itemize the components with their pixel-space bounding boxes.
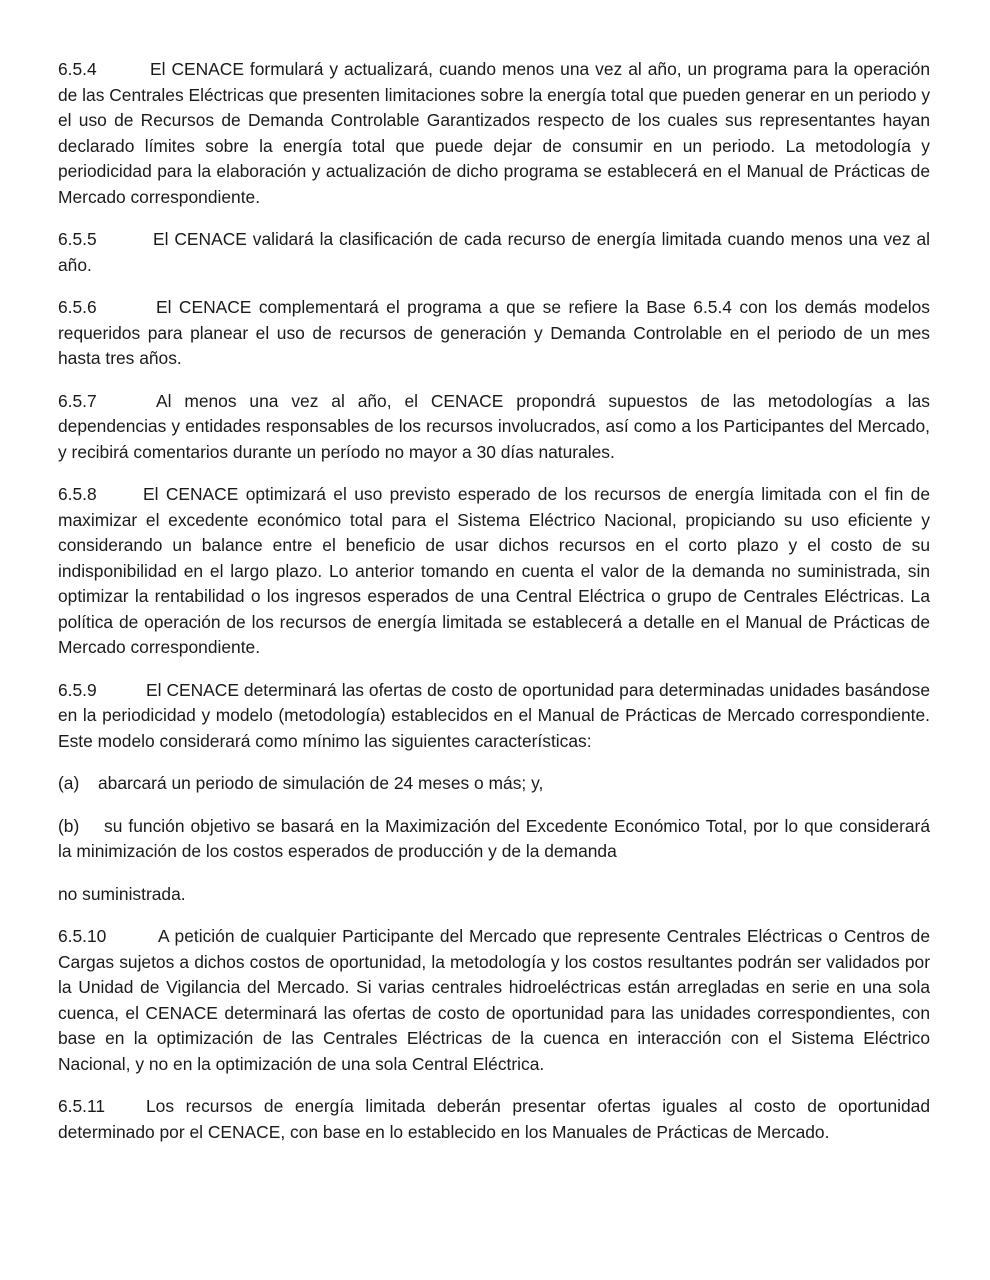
clause-text: El CENACE complementará el programa a que se refiere la Base 6.5.4 con los demás modelos requeridos para planear el uso de recursos de generación y Demanda Controlable en el periodo de un mes hasta tres años. [58,297,930,368]
clause-6-5-4 [58,57,930,210]
list-marker: (a) [58,773,80,793]
list-item-b [58,814,930,865]
clause-text: El CENACE validará la clasificación de cada recurso de energía limitada cuando menos una vez al año. [58,229,930,275]
list-item-b-continuation [58,882,930,908]
clause-number: 6.5.6 [58,297,97,317]
clause-6-5-5 [58,227,930,278]
clause-6-5-8 [58,482,930,661]
clause-text: El CENACE formulará y actualizará, cuando menos una vez al año, un programa para la operación de las Centrales Eléctricas que presenten limitaciones sobre la energía total que pueden generar en un periodo y el uso de Recursos de Demanda Controlable Garantizados respecto de los cuales sus representantes hayan declarado límites sobre la energía total que puede dejar de consumir en un periodo. La metodología y periodicidad para la elaboración y actualización de dicho programa se establecerá en el Manual de Prácticas de Mercado correspondiente. [58,59,931,207]
clause-number: 6.5.8 [58,484,97,504]
clause-text: Los recursos de energía limitada deberán presentar ofertas iguales al costo de oportunidad determinado por el CENACE, con base en lo establecido en los Manuales de Prácticas de Mercado. [58,1096,930,1142]
clause-6-5-6 [58,295,930,372]
clause-6-5-9 [58,678,930,755]
clause-number: 6.5.10 [58,926,107,946]
clause-number: 6.5.5 [58,229,97,249]
clause-6-5-7 [58,389,930,466]
list-marker: (b) [58,815,80,836]
clause-number: 6.5.9 [58,679,97,700]
clause-text: El CENACE optimizará el uso previsto esperado de los recursos de energía limitada con el fin de maximizar el excedente económico total para el Sistema Eléctrico Nacional, propiciando su uso eficiente y considerando un balance entre el beneficio de usar dichos recursos en el corto plazo y el costo de su indisponibilidad en el largo plazo. Lo anterior tomando en cuenta el valor de la demanda no suministrada, sin optimizar la rentabilidad o los ingresos esperados de una Central Eléctrica o grupo de Centrales Eléctricas. La política de operación de los recursos de energía limitada se establecerá a detalle en el Manual de Prácticas de Mercado correspondiente. [58,484,930,657]
clause-6-5-11 [58,1094,930,1145]
clause-text: El CENACE determinará las ofertas de costo de oportunidad para determinadas unidades basándose en la periodicidad y modelo (metodología) establecidos en el Manual de Prácticas de Mercado correspondiente. Este modelo considerará como mínimo las siguientes características: [58,679,930,751]
clause-number: 6.5.4 [58,59,97,79]
clause-text: Al menos una vez al año, el CENACE propondrá supuestos de las metodologías a las dependencias y entidades responsables de los recursos involucrados, así como a los Participantes del Mercado, y recibirá comentarios durante un período no mayor a 30 días naturales. [58,390,930,462]
list-text: su función objetivo se basará en la Maximización del Excedente Económico Total, por lo que considerará la minimización de los costos esperados de producción y de la demanda [58,815,930,861]
document-page [58,57,930,1162]
clause-number: 6.5.7 [58,390,97,411]
list-text: abarcará un periodo de simulación de 24 meses o más; y, [98,773,544,793]
clause-text: A petición de cualquier Participante del Mercado que represente Centrales Eléctricas o Centros de Cargas sujetos a dichos costos de oportunidad, la metodología y los costos resultantes podrán ser validados por la Unidad de Vigilancia del Mercado. Si varias centrales hidroeléctricas están arregladas en serie en una sola cuenca, el CENACE determinará las ofertas de costo de oportunidad para las unidades correspondientes, con base en la optimización de las Centrales Eléctricas de la cuenca en interacción con el Sistema Eléctrico Nacional, y no en la optimización de una sola Central Eléctrica. [58,926,930,1074]
clause-number: 6.5.11 [58,1096,106,1116]
continuation-text: no suministrada. [58,883,186,904]
list-item-a [58,771,930,797]
clause-6-5-10 [58,924,930,1077]
